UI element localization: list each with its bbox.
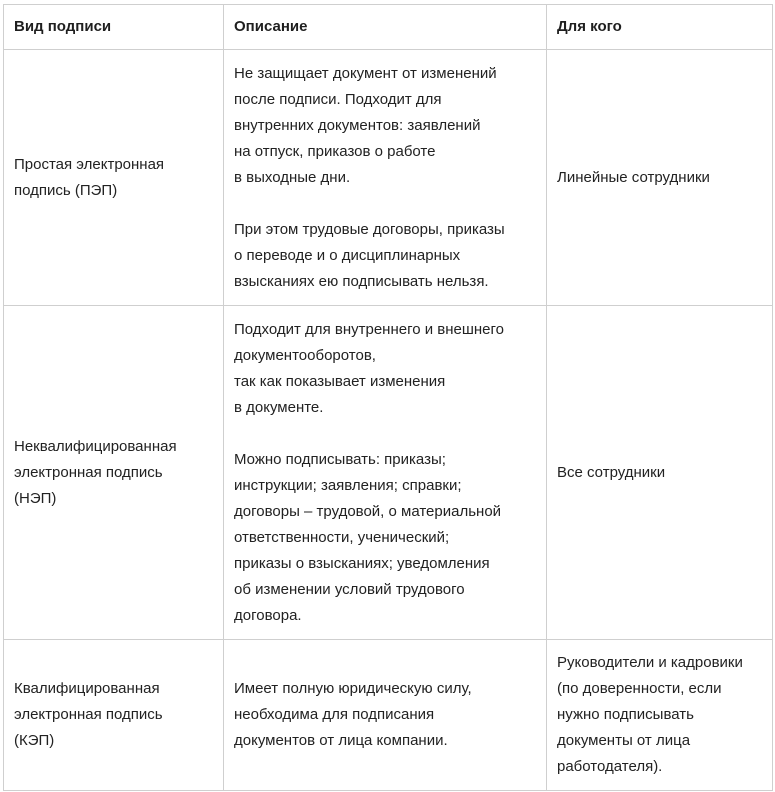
text-line: ответственности, ученический; bbox=[234, 528, 450, 546]
text-line: документов от лица компании. bbox=[234, 732, 448, 749]
text-line: договоры – трудовой, о материальной bbox=[234, 502, 502, 520]
text-line: Не защищает документ от изменений bbox=[234, 64, 497, 82]
table-row-kep bbox=[4, 640, 773, 791]
text-line: Линейные сотрудники bbox=[557, 168, 710, 186]
text-line: Имеет полную юридическую силу, bbox=[234, 680, 472, 697]
text-line: о переводе и о дисциплинарных bbox=[234, 246, 461, 264]
text-line: (КЭП) bbox=[14, 732, 55, 749]
paragraph-gap bbox=[234, 421, 536, 447]
signature-type-cell bbox=[4, 306, 224, 640]
text-line: (НЭП) bbox=[14, 489, 57, 507]
text-line: так как показывает изменения bbox=[234, 372, 446, 390]
text-line: При этом трудовые договоры, приказы bbox=[234, 220, 505, 238]
table-row-pep bbox=[4, 50, 773, 306]
table-header-row bbox=[4, 5, 773, 50]
audience-cell bbox=[547, 306, 773, 640]
text-line: электронная подпись bbox=[14, 706, 163, 723]
text-line: взысканиях ею подписывать нельзя. bbox=[234, 272, 489, 290]
header-description: Описание bbox=[224, 5, 547, 50]
paragraph-gap bbox=[234, 191, 536, 217]
text-line: в выходные дни. bbox=[234, 168, 351, 186]
text-line: приказы о взысканиях; уведомления bbox=[234, 554, 490, 572]
text-line: Неквалифицированная bbox=[14, 437, 177, 455]
text-line: нужно подписывать bbox=[557, 706, 694, 723]
text-line: Квалифицированная bbox=[14, 680, 160, 697]
audience-cell bbox=[547, 640, 773, 791]
text-line: Подходит для внутреннего и внешнего bbox=[234, 320, 505, 338]
text-line: документооборотов, bbox=[234, 346, 376, 364]
text-line: на отпуск, приказов о работе bbox=[234, 142, 436, 160]
text-line: необходима для подписания bbox=[234, 706, 435, 723]
text-line: документы от лица bbox=[557, 732, 691, 749]
text-line: электронная подпись bbox=[14, 463, 163, 481]
text-line: Можно подписывать: приказы; bbox=[234, 450, 446, 468]
text-line: после подписи. Подходит для bbox=[234, 90, 442, 108]
text-line: договора. bbox=[234, 606, 302, 624]
text-line: Все сотрудники bbox=[557, 463, 666, 481]
description-cell bbox=[224, 306, 547, 640]
header-audience: Для кого bbox=[547, 5, 773, 50]
text-line: работодателя). bbox=[557, 758, 663, 775]
description-cell bbox=[224, 50, 547, 306]
text-line: (по доверенности, если bbox=[557, 680, 722, 697]
signature-type-cell bbox=[4, 640, 224, 791]
text-line: в документе. bbox=[234, 398, 324, 416]
text-line: подпись (ПЭП) bbox=[14, 181, 118, 199]
table-row-nep bbox=[4, 306, 773, 640]
text-line: Простая электронная bbox=[14, 155, 165, 173]
text-line: инструкции; заявления; справки; bbox=[234, 476, 462, 494]
audience-cell bbox=[547, 50, 773, 306]
text-line: об изменении условий трудового bbox=[234, 580, 465, 598]
signature-type-cell bbox=[4, 50, 224, 306]
signature-types-table bbox=[3, 4, 773, 791]
text-line: внутренних документов: заявлений bbox=[234, 116, 481, 134]
header-signature-type: Вид подписи bbox=[4, 5, 224, 50]
description-cell bbox=[224, 640, 547, 791]
text-line: Руководители и кадровики bbox=[557, 654, 743, 671]
